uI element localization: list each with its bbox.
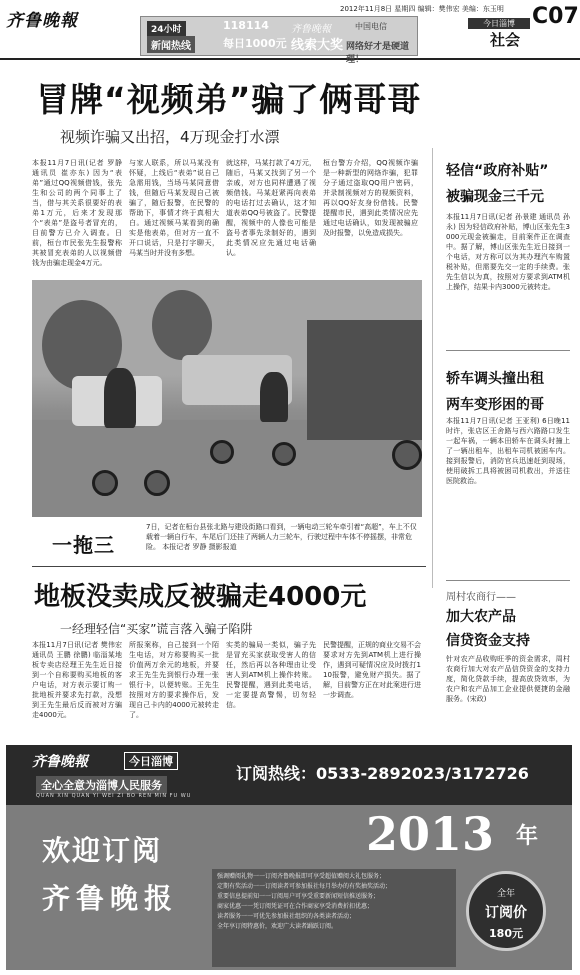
second-article-col4: 民警提醒，正规的商业交易不会要求对方先到ATM机上进行操作，遇到可疑情况应及时拨打110报警，避免财产损失。据了解，目前警方正在对此案进行进一步调查。: [323, 641, 421, 699]
designer-credit: 美编：东玉明: [461, 5, 504, 13]
main-article-col2: 与家人联系，所以马某没有怀疑，上线后“表弟”说自己急需用钱，当场马某同意借钱，但随后马某发现自己被骗了，随后报警，在民警的帮助下，事情才终于真相大白。通过视频马某看到的确实是他表弟，但对方一直不开口说话，只是打字聊天，马某当时并没有多想。: [129, 159, 219, 257]
second-subheadline: 一经理轻信“买家”谎言落入骗子陷阱: [60, 622, 253, 636]
ad-paper-name: 齐鲁晚报: [42, 882, 179, 915]
newspaper-logo: 齐鲁晚報: [6, 11, 78, 31]
photo-rider: [260, 372, 288, 422]
ad-gift-item: 读者服务一一可优先参加报社组织的各类读者活动；: [217, 913, 356, 920]
ad-year-suffix: 年: [516, 824, 539, 849]
page-header: [0, 0, 580, 65]
section-name: 社会: [490, 31, 521, 49]
photo-caption-credit: 本报记者 罗静 摄影报道: [162, 543, 237, 551]
sidebar-story3-title1: 加大农产品: [446, 609, 516, 625]
banner-number: 118114: [223, 19, 269, 32]
banner-big-text: 线索大奖: [291, 38, 344, 53]
ad-gift-item: 强调赠阅礼物一一订阅齐鲁晚报即可享受超值赠阅大礼包服务；: [217, 873, 386, 880]
edition-label: 今日淄博: [468, 18, 530, 29]
second-article-col3: 实类的骗局一类似，骗子先是冒充买家获取受害人的信任，然后再以各种理由让受害人到ATM机上操作转账。民警提醒，遇到此类电话，一定要提高警惕，切勿轻信。: [226, 641, 316, 709]
banner-hotline: 新闻热线: [147, 36, 195, 53]
section-divider: [32, 566, 426, 567]
ad-gift-list: [212, 869, 456, 967]
photo-caption: [146, 522, 422, 552]
second-article-col2: 所报案称，自己接到一个陌生电话，对方称要购买一批价值两万余元的地板，并要求王先生先到银行办理一张银行卡，以便转账。王先生按照对方的要求操作后，发现自己卡内的4000元被转走了。: [129, 641, 219, 719]
photo-tree: [152, 290, 212, 360]
main-headline: 冒牌“视频弟”骗了俩哥哥: [36, 80, 422, 119]
main-subheadline: 视频诈骗又出招，4万现金打水漂: [60, 128, 280, 146]
ad-gift-item: 定期有奖活动一一订阅读者可参加报社每月举办的有奖抽奖活动；: [217, 883, 392, 890]
photo-rider: [104, 368, 136, 428]
ad-gift-item: 全年享订阅特惠价，欢迎广大读者踊跃订阅。: [217, 923, 338, 930]
ad-slogan: 全心全意为淄博人民服务: [36, 776, 167, 794]
hotline-banner: [140, 16, 418, 65]
sidebar-divider: [446, 350, 570, 351]
sidebar-story3-label: 周村农商行——: [446, 592, 516, 603]
sidebar-story2-title2: 两车变形困的哥: [446, 397, 544, 413]
banner-carrier: 中国电信: [355, 22, 387, 31]
page-number: C07: [532, 4, 579, 29]
ad-logo: 齐鲁晚報: [32, 754, 88, 770]
ad-gift-item: 重要信息提前知一一订阅用户可享受重要新闻短信推送服务；: [217, 893, 380, 900]
column-divider: [432, 148, 433, 588]
banner-24h: 24小时: [147, 21, 186, 36]
main-article-col3: 就这样，马某打款了4万元，随后，马某又找到了另一个亲戚，对方也同样遭遇了视频借钱。马某赶紧再向表弟的电话打过去确认，这才知道表弟QQ号被盗了。民警提醒，视频中的人像也可能是盗号者事先录制好的，遇到此类情况应先通过电话确认。: [226, 159, 316, 257]
second-article-col1: 本报11月7日讯(记者 樊伟宏 通讯员 王鹏 徐鹏) 临淄某地板专卖店经理王先生近日接到一个自称要购买地板的客户电话，对方表示要订购一批地板并要求先打款，没想到王先生最后反而被对方骗走4000元。: [32, 641, 122, 719]
photo-wheel: [392, 440, 422, 470]
main-article-col1: 本报11月7日讯(记者 罗静 通讯员 崔亦东) 因为“表弟”通过QQ视频借钱，张先生和公司的两个同事上了当，借与其关系很要好的表弟1万元，后来才发现那个“表弟”是盗号者冒充的，目前警方已介入调查。日前，桓台市民张先生报警称其被冒充表弟的人以视频借钱为由骗走现金4万元。: [32, 159, 122, 267]
photo-wheel: [272, 442, 296, 466]
sidebar-story1-title1: 轻信“政府补贴”: [446, 163, 549, 179]
subscription-ad: [6, 745, 572, 970]
sidebar-story2-title1: 轿车调头撞出租: [446, 371, 544, 387]
banner-slogan: 网络好才是硬道理！: [346, 42, 410, 65]
sidebar-divider: [446, 580, 570, 581]
photo-wheel: [210, 440, 234, 464]
photo-wheel: [144, 470, 170, 496]
issue-date: 2012年11月8日: [340, 5, 393, 13]
banner-prize: 每日1000元: [223, 37, 287, 50]
main-article-col4: 桓台警方介绍，QQ视频诈骗是一种新型的网络诈骗，犯罪分子通过盗取QQ用户密码，并录制视频对方的视频资料，再以QQ好友身份借钱。民警提醒市民，遇到此类情况应先通过电话确认，如发现被骗应及时报警，以免造成损失。: [323, 159, 418, 237]
sidebar-story2-body: 本报11月7日讯(记者 王亚利) 6日晚11时许，张店区王舍路与西六路路口发生一起车祸，一辆本田轿车在调头时撞上了一辆出租车，出租车司机被困车内。接到报警后，消防官兵迅速赶到现场，使用破拆工具将被困司机救出，并送往医院救治。: [446, 417, 570, 485]
ad-year: 2013: [366, 807, 495, 861]
banner-brand: 齐鲁晚報: [291, 24, 331, 35]
news-photo: [32, 280, 422, 517]
ad-badge-price: 180元: [489, 927, 523, 940]
issue-weekday: 星期四: [394, 5, 416, 13]
sidebar-story3-body: 针对农产品收购旺季的资金需求，周村农商行加大对农产品信贷资金的支持力度，简化贷款手续，提高放贷效率，为农户和农产品加工企业提供便捷的金融服务。(宋政): [446, 655, 570, 703]
photo-truck: [307, 320, 422, 440]
photo-caption-title: 一拖三: [52, 533, 115, 557]
ad-price-badge: [466, 871, 546, 951]
ad-hotline: 订阅热线：0533-2892023/3172726: [236, 764, 529, 783]
photo-caption-text: 7日，记者在桓台县张北路与建设街路口看到，一辆电动三轮车牵引着“高超”，车上不仅载着一辆自行车，车尾后门还挂了两辆人力三轮车，行驶过程中车体不停摇摆，非常危险。: [146, 523, 417, 551]
photo-wheel: [92, 470, 118, 496]
ad-gift-item: 商家优惠一一凭订阅凭证可在合作商家享受消费折扣优惠；: [217, 903, 374, 910]
ad-pinyin: QUAN XIN QUAN YI WEI ZI BO REN MIN FU WU: [36, 793, 192, 799]
ad-edition: 今日淄博: [124, 752, 178, 770]
sidebar-story1-body: 本报11月7日讯(记者 孙景建 通讯员 孙永) 因为轻信政府补贴，博山区张先生3000元现金被骗走，目前案件正在调查中。据了解，博山区张先生近日接到一个电话，对方称可以为其办理汽车购置税补贴，但需要先交一定的手续费。张先生信以为真，按照对方要求到ATM机上操作，结果卡内3000元被转走。: [446, 213, 570, 291]
second-headline: 地板没卖成反被骗走4000元: [34, 582, 367, 612]
editor-credit: 编辑：樊伟宏: [417, 5, 460, 13]
sidebar-story3-title2: 信贷资金支持: [446, 633, 530, 649]
sidebar-story1-title2: 被骗现金三千元: [446, 189, 544, 205]
ad-welcome: 欢迎订阅: [42, 834, 163, 867]
ad-badge-top: 全年: [496, 889, 515, 899]
header-meta: [340, 4, 504, 14]
ad-badge-mid: 订阅价: [485, 905, 527, 921]
